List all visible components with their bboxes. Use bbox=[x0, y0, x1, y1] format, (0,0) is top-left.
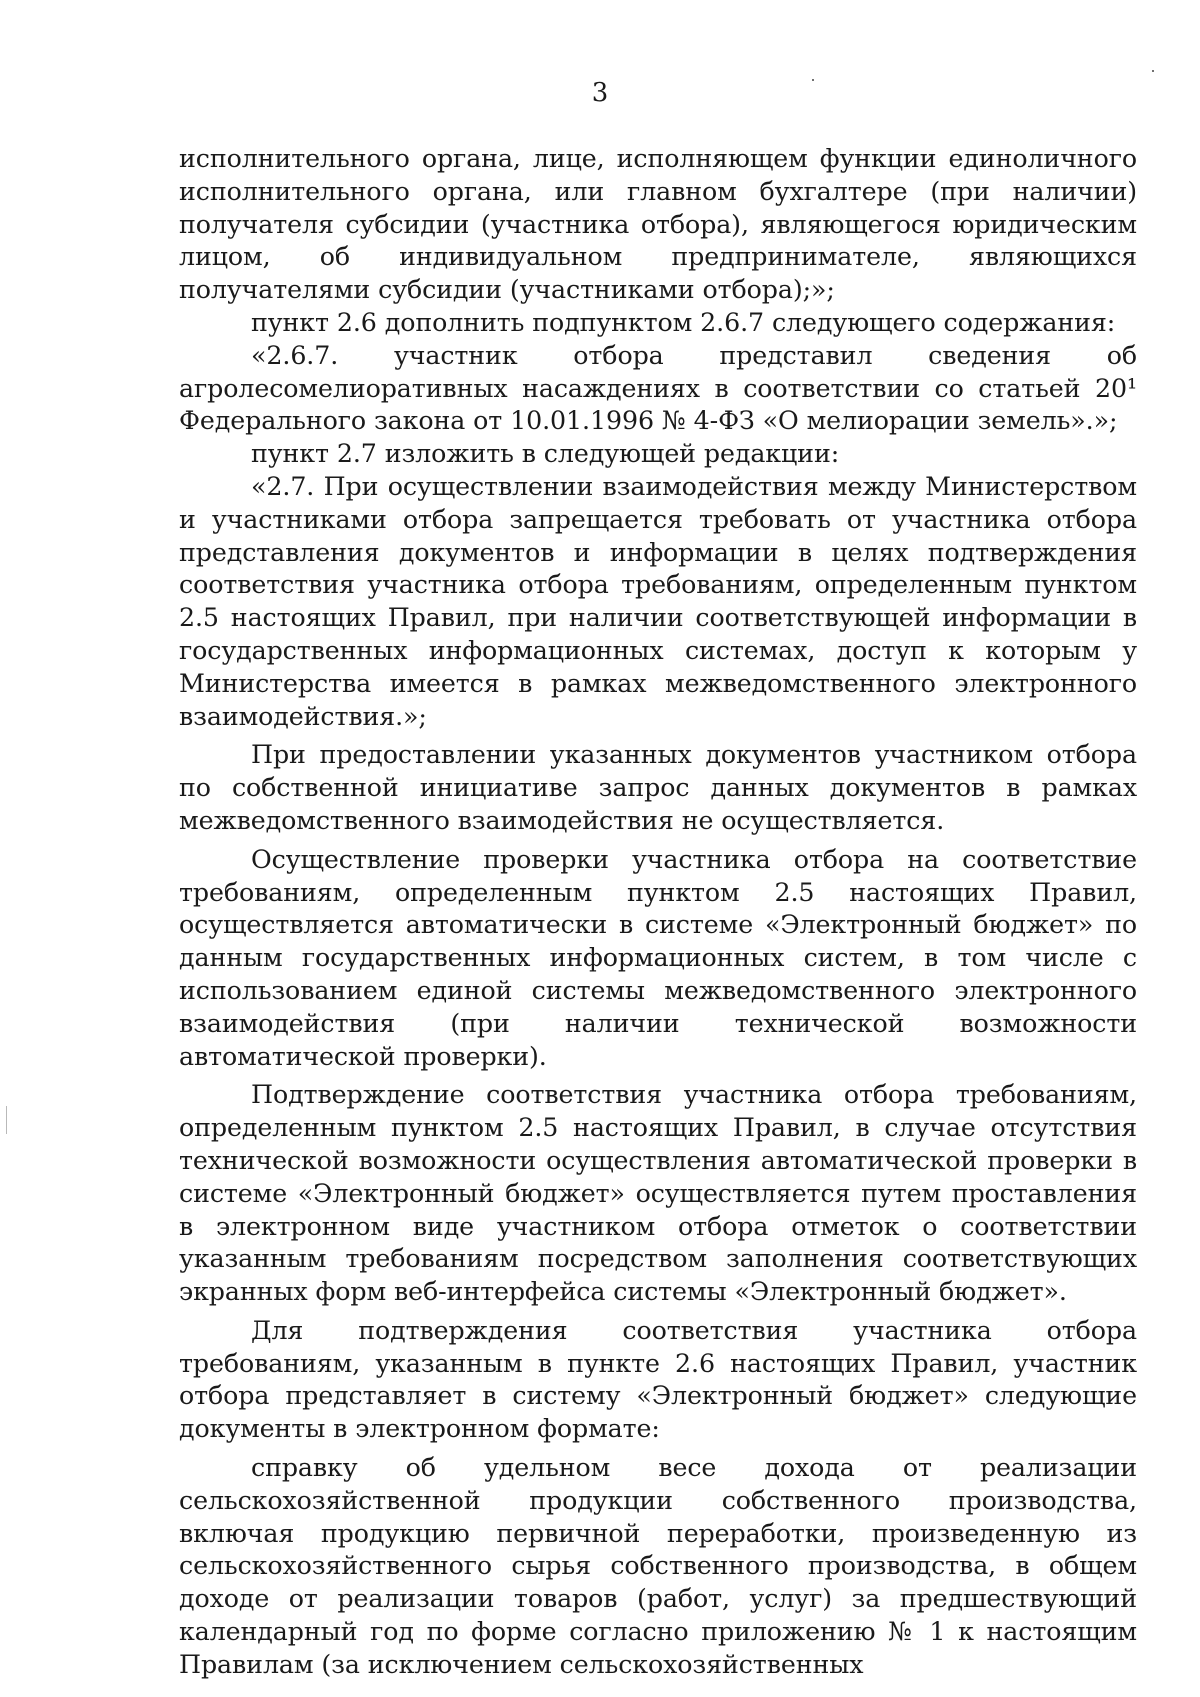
paragraph-manual-confirmation: Подтверждение соответствия участника отбора требованиям, определенным пунктом 2.5 настоящих Правил, в случае отсутствия технической возможности осуществления автоматической проверки в системе «Электронный бюджет» осуществляется путем проставления в электронном виде участником отбора отметок о соответствии указанным требованиям посредством заполнения соответствующих экранных форм веб-интерфейса системы «Электронный бюджет». bbox=[179, 1080, 1137, 1307]
paragraph-item-2-7: «2.7. При осуществлении взаимодействия между Министерством и участниками отбора запрещается требовать от участника отбора представления документов и информации в целях подтверждения соответствия участника отбора требованиям, определенным пунктом 2.5 настоящих Правил, при наличии соответствующей информации в государственных информационных системах, доступ к которым у Министерства имеется в рамках межведомственного электронного взаимодействия.»; bbox=[179, 471, 1137, 731]
paragraph-documents-list: Для подтверждения соответствия участника отбора требованиям, указанным в пункте 2.6 настоящих Правил, участник отбора представляет в систему «Электронный бюджет» следующие документы в электронном формате: bbox=[179, 1315, 1137, 1444]
document-body bbox=[179, 143, 1137, 1682]
scan-edge-mark bbox=[6, 1106, 7, 1134]
scan-speck bbox=[1152, 70, 1154, 72]
scan-speck bbox=[812, 79, 814, 81]
paragraph-subitem-2-6-7: «2.6.7. участник отбора представил сведения об агролесомелиоративных насаждениях в соответствии со статьей 20¹ Федерального закона от 10.01.1996 № 4-ФЗ «О мелиорации земель».»; bbox=[179, 340, 1137, 436]
paragraph-income-certificate: справку об удельном весе дохода от реализации сельскохозяйственной продукции собственного производства, включая продукцию первичной переработки, произведенную из сельскохозяйственного сырья собственного производства, в общем доходе от реализации товаров (работ, услуг) за предшествующий календарный год по форме согласно приложению № 1 к настоящим Правилам (за исключением сельскохозяйственных bbox=[179, 1453, 1137, 1679]
paragraph-continuation: исполнительного органа, лице, исполняющем функции единоличного исполнительного органа, или главном бухгалтере (при наличии) получателя субсидии (участника отбора), являющегося юридическим лицом, об индивидуальном предпринимателе, являющихся получателями субсидии (участниками отбора);»; bbox=[179, 144, 1137, 305]
page-number: 3 bbox=[591, 78, 609, 108]
paragraph-amendment-2-6: пункт 2.6 дополнить подпунктом 2.6.7 следующего содержания: bbox=[251, 307, 1116, 337]
paragraph-amendment-2-7: пункт 2.7 изложить в следующей редакции: bbox=[251, 439, 840, 469]
paragraph-own-initiative: При предоставлении указанных документов участником отбора по собственной инициативе запрос данных документов в рамках межведомственного взаимодействия не осуществляется. bbox=[179, 740, 1137, 835]
paragraph-automatic-check: Осуществление проверки участника отбора на соответствие требованиям, определенным пунктом 2.5 настоящих Правил, осуществляется автоматически в системе «Электронный бюджет» по данным государственных информационных систем, в том числе с использованием единой системы межведомственного электронного взаимодействия (при наличии технической возможности автоматической проверки). bbox=[179, 844, 1137, 1071]
